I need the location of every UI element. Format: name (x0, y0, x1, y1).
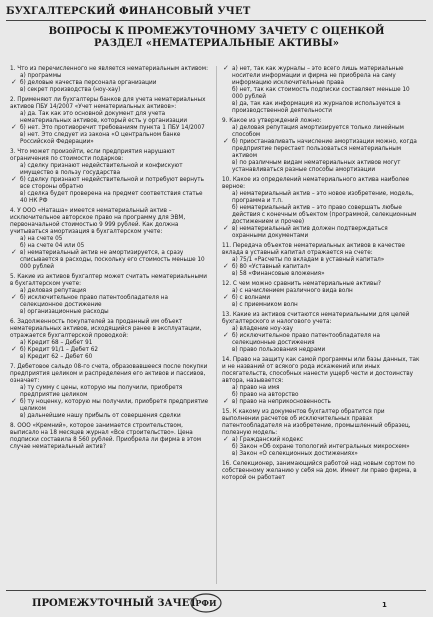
question-text: 1. Что из перечисленного не является нематериальным активом: (10, 66, 208, 72)
question-block (10, 274, 210, 316)
question-block (222, 66, 422, 115)
answer-option: а) владение ноу-хау (232, 326, 293, 332)
answer-option: а) 75/1 «Расчеты по вкладам в уставный капитал» (232, 257, 385, 263)
question-text: 13. Какие из активов считаются нематериальными для целей бухгалтерского и налогового учета: (222, 312, 410, 325)
answer-option: б) нет, так как стоимость подписки составляет меньше 10 000 рублей (232, 87, 410, 100)
left-column (10, 66, 210, 454)
answer-option: в) право пользования недрами (232, 347, 326, 353)
question-block (222, 243, 422, 278)
question-text: 8. ООО «Кремний», которое занимается строительством, выписало на 18 месяцев журнал «Все строительство». Цена подписки составила 8 560 рублей. Приобрела ли фирма в этом случае нематериальный актив? (10, 423, 202, 450)
answer-option-checked: ✓ б) нет. Это противоречит требованиям пункта 1 ПБУ 14/2007 (10, 125, 210, 132)
question-text: 15. К какому из документов бухгалтер обратится при выполнении расчетов об исключительных правах патентообладателя на изобретение, промышленный образец, полезную модель: (222, 409, 411, 436)
answer-option-checked: ✓ в) нематериальный актив не амортизируется, а сразу списывается в расходы, поскольку его стоимость меньше 10 000 рублей (10, 250, 210, 271)
question-text: 3. Что может произойти, если предприятия нарушают ограничения по стоимости подарков: (10, 149, 175, 162)
answer-option-checked: ✓ б) Кредит 91/1 – Дебет 62 (10, 347, 210, 354)
answer-option-checked: ✓ а) нет, так как журналы – это всего лишь материальные носители информации и фирма не приобрела на саму информацию исключительные права (222, 66, 422, 87)
question-block (10, 208, 210, 271)
svg-text:РФИ: РФИ (195, 598, 217, 608)
answer-option: а) деловая репутация (20, 288, 87, 294)
answer-option-checked: ✓ б) исключительное право патентообладателя на селекционные достижения (222, 333, 422, 347)
answer-option-checked: ✓ б) приостанавливать начисление амортизации можно, когда предприятие перестает пользоваться нематериальным активом (222, 139, 422, 160)
answer-option: в) по различным видам нематериальных активов могут устанавливаться разные способы амортизации (232, 160, 401, 173)
question-block (222, 118, 422, 174)
answer-option-checked: ✓ б) сделку признают недействительной и потребуют вернуть все стороны обратно (10, 177, 210, 191)
answer-option: в) 58 «Финансовые вложения» (232, 271, 325, 277)
answer-option: в) с приемником волн (232, 302, 298, 308)
footer-title: ПРОМЕЖУТОЧНЫЙ ЗАЧЕТ (32, 598, 197, 609)
answer-option: а) нематериальный актив – это новое изобретение, модель, программа и т.п. (232, 191, 414, 204)
answer-option: в) Закон «О селекционных достижениях» (232, 451, 358, 457)
question-block (10, 97, 210, 146)
question-block (10, 423, 210, 451)
answer-option: в) дальнейшие нашу прибыль от совершения сделки (20, 413, 181, 419)
answer-option: в) да, так как информация из журналов используется в производственной деятельности (232, 101, 401, 114)
footer-rule (6, 590, 426, 591)
answer-option: а) на счете 05 (20, 236, 63, 242)
right-column (222, 66, 422, 485)
answer-option: б) на счете 04 или 05 (20, 243, 85, 249)
answer-option: в) Кредит 62 – Дебет 60 (20, 354, 93, 360)
question-text: 5. Какие из активов бухгалтер может считать нематериальными в бухгалтерском учете: (10, 274, 207, 287)
question-text: 10. Какое из определений нематериального актива наиболее верное: (222, 177, 410, 190)
question-block (222, 461, 422, 482)
column-divider (216, 66, 217, 584)
answer-option-checked: ✓ а) Гражданский кодекс (222, 437, 422, 444)
answer-option: а) да. Так как это основной документ для учета нематериальных активов, который есть у организации (20, 111, 188, 124)
question-block (10, 149, 210, 205)
question-text: 7. Дебетовое сальдо 08-го счета, образовавшееся после покупки предприятия целиком и распределения его активов и пассивов, означает: (10, 364, 208, 384)
answer-option-checked: ✓ б) с волнами (222, 295, 422, 302)
answer-option-checked: ✓ б) 80 «Уставный капитал» (222, 264, 422, 271)
answer-option: б) Закон «Об охране топологий интегральных микросхем» (232, 444, 410, 450)
question-text: 6. Задолженность покупателей за проданный им объект нематериальных активов, исходящийся ранее в эксплуатации, отражается бухгалтерской проводкой: (10, 319, 202, 339)
answer-option: а) ту сумму с цены, которую мы получили, приобретя предприятие целиком (20, 385, 183, 398)
page-title (20, 26, 413, 50)
answer-option: а) право на имя (232, 385, 280, 391)
question-text: 12. С чем можно сравнить нематериальные активы? (222, 281, 381, 287)
question-block (222, 409, 422, 458)
question-block (222, 357, 422, 406)
answer-option: а) программы (20, 73, 62, 79)
publisher-logo-icon (190, 593, 222, 613)
answer-option: в) нет. Это следует из закона «О центральном банке Российской Федерации» (20, 132, 181, 145)
page-footer (0, 590, 433, 617)
answer-option-checked: ✓ в) право на неприкосновенность (222, 399, 422, 406)
question-text: 4. У ООО «Наташа» имеется нематериальный актив – исключительное авторское право на программу для ЭВМ, первоначальной стоимостью 9 999 рублей. Как должна учитываться амортизация в бухгалтерском учете: (10, 208, 186, 235)
header-rule (6, 20, 426, 21)
page-header: БУХГАЛТЕРСКИЙ ФИНАНСОВЫЙ УЧЕТ (6, 6, 251, 17)
question-block (222, 281, 422, 309)
answer-option-checked: ✓ б) ту ноценку, которую мы получили, приобретя предприятие целиком (10, 399, 210, 413)
answer-option: в) секрет производства (ноу-хау) (20, 87, 121, 93)
question-block (10, 66, 210, 94)
answer-option-checked: ✓ в) нематериальный актив должен подтверждаться охранными документами (222, 226, 422, 240)
title-line-1: ВОПРОСЫ К ПРОМЕЖУТОЧНОМУ ЗАЧЕТУ С ОЦЕНКОЙ (48, 26, 385, 37)
answer-option: в) сделка будет проверена на предмет соответствия статье 40 НК РФ (20, 191, 203, 204)
question-block (222, 312, 422, 354)
answer-option: а) Кредит 68 – Дебет 91 (20, 340, 93, 346)
question-block (10, 364, 210, 420)
question-block (10, 319, 210, 361)
question-block (222, 177, 422, 240)
answer-option: б) право на авторство (232, 392, 299, 398)
answer-option: а) сделку признают недействительной и конфискуют имущество в пользу государства (20, 163, 183, 176)
question-text: 16. Селекционер, занимающийся работой над новым сортом по собственному желанию у себя на дом. Имеет ли право фирма, в которой он работает (222, 461, 417, 481)
answer-option-checked: ✓ б) деловые качества персонала организации (10, 80, 210, 87)
question-text: 2. Применяют ли бухгалтеры банков для учета нематериальных активов ПБУ 14/2007 «Учет нематериальных активов»: (10, 97, 206, 110)
title-line-2: РАЗДЕЛ «НЕМАТЕРИАЛЬНЫЕ АКТИВЫ» (94, 38, 339, 49)
answer-option: а) деловая репутация амортизируется только линейным способом (232, 125, 404, 138)
question-text: 11. Передача объектов нематериальных активов в качестве вклада в уставный капитал отражается на счете: (222, 243, 405, 256)
answer-option: в) организационные расходы (20, 309, 109, 315)
question-text: 9. Какое из утверждений ложно: (222, 118, 322, 124)
answer-option: б) нематериальный актив – это право совершать любые действия с конечным объектом (программой, селекционным достижением и прочее) (232, 205, 417, 225)
page-number: 1 (382, 601, 387, 609)
question-text: 14. Право на защиту как самой программы или базы данных, так и не названий от всякого рода искажений или иных посягательств, способных нанести ущерб чести и достоинству автора, называется: (222, 357, 420, 384)
answer-option-checked: ✓ б) исключительное право патентообладателя на селекционное достижение (10, 295, 210, 309)
answer-option: а) с начислением различного вида волн (232, 288, 353, 294)
